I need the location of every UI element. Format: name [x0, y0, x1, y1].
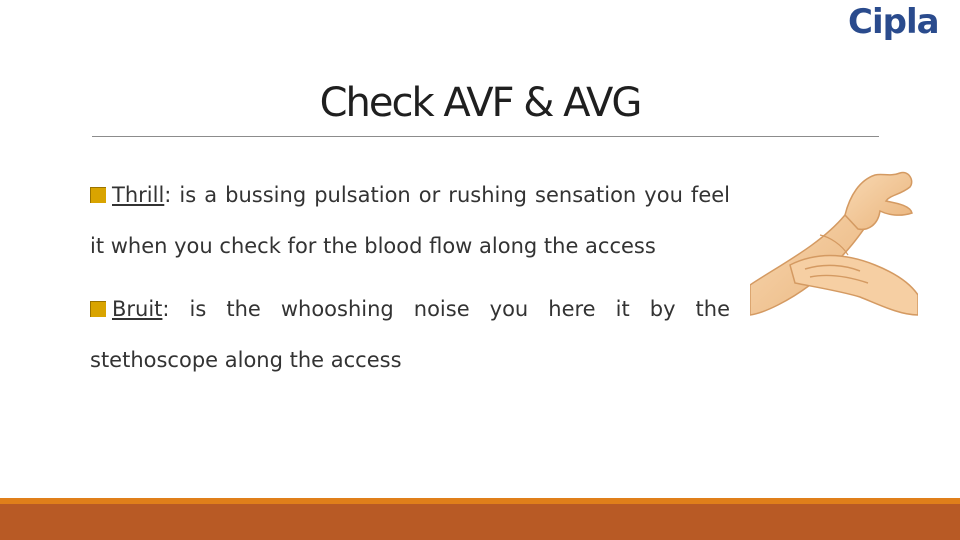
bullet-item-thrill	[90, 170, 730, 272]
slide-title: Check AVF & AVG	[319, 80, 641, 126]
slide-body	[90, 170, 730, 386]
footer-bar	[0, 504, 960, 540]
checkbox-bullet-icon	[90, 301, 106, 317]
definition-thrill: : is a bussing pulsation or rushing sensation you feel it when you check for the blood flow along the access	[90, 183, 730, 258]
term-thrill: Thrill	[112, 183, 165, 207]
bullet-item-bruit	[90, 284, 730, 386]
brand-logo: Cipla	[848, 2, 939, 42]
definition-bruit: : is the whooshing noise you here it by the stethoscope along the access	[90, 297, 730, 372]
term-bruit: Bruit	[112, 297, 163, 321]
title-divider	[92, 136, 879, 137]
checkbox-bullet-icon	[90, 187, 106, 203]
wrist-pulse-check-illustration	[750, 165, 918, 320]
